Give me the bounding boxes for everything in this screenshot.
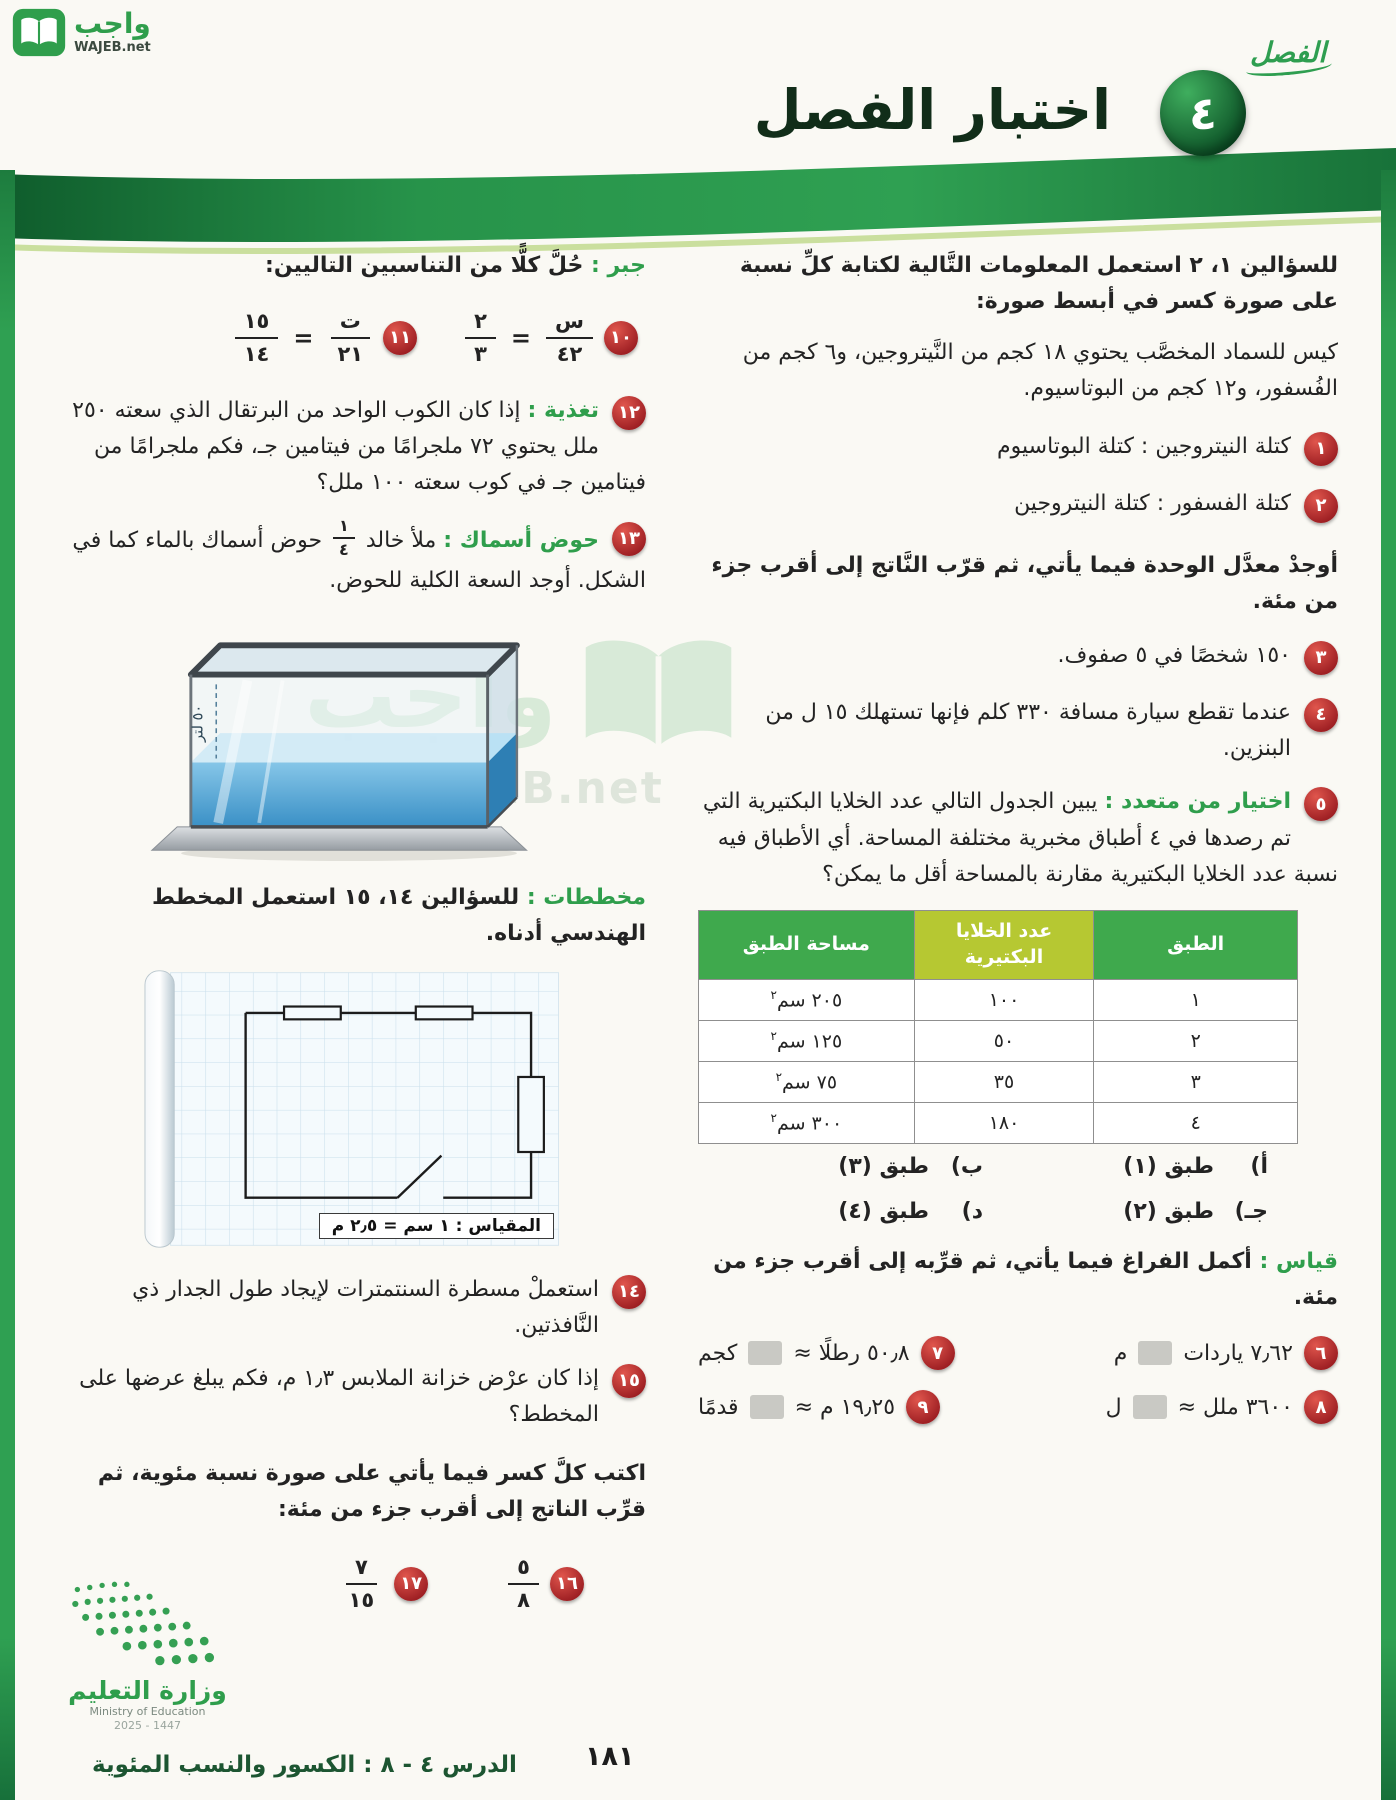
table-row: ١ ١٠٠ ٢٠٥ سم$^٢$ xyxy=(699,979,1298,1020)
chapter-number-badge: ٤ xyxy=(1160,70,1246,156)
table-row: ٤ ١٨٠ ٣٠٠ سم$^٢$ xyxy=(699,1102,1298,1143)
question-2-number: ٢ xyxy=(1304,489,1338,523)
wajeb-logo-arabic: واجب xyxy=(74,7,151,40)
question-14-number: ١٤ xyxy=(612,1275,646,1309)
percent-heading: اكتب كلَّ كسر فيما يأتي على صورة نسبة مئوية، ثم قرِّب الناتج إلى أقرب جزء من مئة: xyxy=(97,1460,646,1523)
question-13-keyword: حوض أسماك : xyxy=(443,527,599,553)
question-15-number: ١٥ xyxy=(612,1364,646,1398)
answer-blank xyxy=(1133,1395,1167,1419)
question-3-number: ٣ xyxy=(1304,641,1338,675)
left-edge-bar xyxy=(0,170,15,1800)
question-14 xyxy=(52,1272,646,1345)
aquarium-figure xyxy=(134,616,564,866)
question-8-number: ٨ xyxy=(1304,1390,1338,1424)
plans-heading: مخططات : للسؤالين ١٤، ١٥ استعمل المخطط الهندسي أدناه. xyxy=(152,884,646,947)
measurement-heading: قياس : أكمل الفراغ فيما يأتي، ثم قرِّبه إلى أقرب جزء من مئة. xyxy=(713,1248,1338,1310)
table-header-row xyxy=(699,911,1298,979)
question-10 xyxy=(465,308,638,367)
intro-questions-1-2: للسؤالين ١، ٢ استعمل المعلومات التَّالية لكتابة كلِّ نسبة على صورة كسر في أبسط صورة: xyxy=(739,253,1338,315)
floor-plan-image xyxy=(134,967,564,1251)
question-8: ٨ ٣٦٠٠ ملل ≈ ل xyxy=(1106,1390,1338,1424)
chapter-label: الفصل xyxy=(1250,36,1326,69)
question-13: ١٣ حوض أسماك : ملأ خالد $\frac{١}{٤}$ حوض أسماك بالماء كما في الشكل. أوجد السعة الكلية للحوض. xyxy=(72,515,646,593)
choice-a: أ) طبق (١) xyxy=(1123,1153,1268,1179)
page-number: ١٨١ xyxy=(585,1741,635,1772)
questions-8-9-row xyxy=(698,1390,1338,1424)
question-11-number: ١١ xyxy=(383,321,417,355)
question-9-number: ٩ xyxy=(906,1390,940,1424)
floor-plan-figure xyxy=(134,967,564,1255)
wajeb-logo xyxy=(12,8,151,61)
unit-rate-heading: أوجدْ معدَّل الوحدة فيما يأتي، ثم قرّب النَّاتج إلى أقرب جزء من مئة. xyxy=(711,553,1338,615)
answer-blank xyxy=(748,1341,782,1365)
right-edge-bar xyxy=(1381,170,1396,1800)
question-9: ٩ ١٩٫٢٥ م ≈ قدمًا xyxy=(698,1390,940,1424)
scale-label: المقياس : ١ سم = ٢٫٥ م xyxy=(319,1213,554,1239)
rolled-paper-edge xyxy=(145,970,174,1246)
question-12-text: إذا كان الكوب الواحد من البرتقال الذي سعته ٢٥٠ ملل يحتوي ٧٢ ملجرامًا من فيتامين جـ، فكم ملجرامًا من فيتامين جـ في كوب سعته ١٠٠ ملل؟ xyxy=(72,397,646,496)
fraction: $\frac{٢}{٣}$ xyxy=(465,308,496,367)
question-1-text: كتلة النيتروجين : كتلة البوتاسيوم xyxy=(997,434,1291,460)
water-front xyxy=(191,762,488,826)
page-header xyxy=(0,0,1396,265)
page-title: اختبار الفصل xyxy=(753,78,1111,142)
ministry-name-english: Ministry of Education xyxy=(89,1705,206,1718)
question-15 xyxy=(52,1361,646,1434)
ministry-name-arabic: وزارة التعليم xyxy=(68,1676,227,1705)
fraction: $\frac{٥}{٨}$ xyxy=(508,1554,539,1613)
answer-blank xyxy=(750,1395,784,1419)
fertilizer-info: كيس للسماد المخصَّب يحتوي ١٨ كجم من النَّيتروجين، و٦ كجم من الفُسفور، و١٢ كجم من البوتاسيوم. xyxy=(742,339,1338,401)
aquarium-capacity-label: ٥٠ لتر xyxy=(189,704,207,743)
question-5-number: ٥ xyxy=(1304,787,1338,821)
col-header-area: مساحة الطبق xyxy=(699,911,915,979)
wajeb-logo-site: WAJEB.net xyxy=(74,40,151,56)
window-2 xyxy=(416,1006,473,1019)
questions-10-11-row xyxy=(52,308,646,367)
window-1 xyxy=(284,1006,341,1019)
question-5-text: يبين الجدول التالي عدد الخلايا البكتيرية التي تم رصدها في ٤ أطباق مخبرية مختلفة المساحة. أي الأطباق فيه نسبة عدد الخلايا البكتيرية مقارنة بالمساحة أقل ما يمكن؟ xyxy=(702,789,1338,887)
question-4 xyxy=(698,695,1338,768)
fraction: $\frac{١٥}{١٤}$ xyxy=(235,308,279,367)
question-3 xyxy=(698,638,1338,678)
wajeb-book-icon xyxy=(12,8,66,61)
closet xyxy=(518,1077,544,1152)
question-10-number: ١٠ xyxy=(604,321,638,355)
question-14-text: استعملْ مسطرة السنتمترات لإيجاد طول الجدار ذي النَّافذتين. xyxy=(132,1276,599,1338)
col-header-cell-count: عدد الخلايا البكتيرية xyxy=(914,911,1094,979)
answer-blank xyxy=(1138,1341,1172,1365)
question-5 xyxy=(698,784,1338,893)
choice-b: ب) طبق (٣) xyxy=(838,1153,983,1179)
question-2 xyxy=(698,486,1338,526)
question-4-text: عندما تقطع سيارة مسافة ٣٣٠ كلم فإنها تستهلك ١٥ ل من البنزين. xyxy=(765,699,1291,762)
equals-sign: = xyxy=(510,323,532,352)
question-17-number: ١٧ xyxy=(394,1567,428,1601)
question-12-keyword: تغذية : xyxy=(527,397,599,423)
ministry-years: 2025 - 1447 xyxy=(114,1719,181,1732)
measurement-keyword: قياس : xyxy=(1259,1248,1338,1274)
watermark-site: WAJEB.net xyxy=(386,763,664,814)
table-row: ٣ ٣٥ ٧٥ سم$^٢$ xyxy=(699,1061,1298,1102)
equals-sign: = xyxy=(293,323,314,352)
right-column xyxy=(698,248,1338,1639)
algebra-heading: جبر : حُلَّ كلًّا من التناسبين التاليين: xyxy=(265,253,646,278)
fraction: $\frac{٧}{١٥}$ xyxy=(340,1554,384,1613)
fraction: $\frac{\text{س}}{٤٢}$ xyxy=(546,308,593,367)
question-1-number: ١ xyxy=(1304,432,1338,466)
choice-c: جـ) طبق (٢) xyxy=(1123,1198,1268,1224)
question-5-keyword: اختيار من متعدد : xyxy=(1104,789,1291,815)
questions-6-7-row xyxy=(698,1336,1338,1370)
question-7-number: ٧ xyxy=(921,1336,955,1370)
fraction: $\frac{\text{ت}}{٢١}$ xyxy=(328,308,372,367)
question-11 xyxy=(235,308,417,367)
ministry-logo-block xyxy=(55,1575,240,1732)
ministry-dots-logo xyxy=(65,1575,230,1670)
lesson-footer: الدرس ٤ - ٨ : الكسور والنسب المئوية xyxy=(92,1752,517,1778)
aquarium-image xyxy=(134,616,564,862)
one-quarter-fraction: $\frac{١}{٤}$ xyxy=(333,516,355,560)
table-row: ٢ ٥٠ ١٢٥ سم$^٢$ xyxy=(699,1020,1298,1061)
question-7: ٧ ٥٠٫٨ رطلًا ≈ كجم xyxy=(698,1336,955,1370)
question-16-number: ١٦ xyxy=(550,1567,584,1601)
algebra-keyword: جبر : xyxy=(591,253,646,278)
question-4-number: ٤ xyxy=(1304,698,1338,732)
question-12 xyxy=(52,393,646,502)
question-16 xyxy=(508,1554,584,1613)
question-15-text: إذا كان عرْض خزانة الملابس ١٫٣ م، فكم يبلغ عرضها على المخطط؟ xyxy=(79,1366,599,1428)
question-6: ٦ ٧٫٦٢ ياردات م xyxy=(1114,1336,1338,1370)
question-12-number: ١٢ xyxy=(612,396,646,430)
page-content xyxy=(52,248,1338,1639)
bacteria-table xyxy=(698,910,1298,1143)
question-17 xyxy=(340,1554,429,1613)
question-3-text: ١٥٠ شخصًا في ٥ صفوف. xyxy=(1057,642,1291,668)
plans-keyword: مخططات : xyxy=(526,884,646,910)
question-6-number: ٦ xyxy=(1304,1336,1338,1370)
question-1 xyxy=(698,429,1338,469)
question-13-number: ١٣ xyxy=(612,522,646,556)
choice-d: د) طبق (٤) xyxy=(838,1198,983,1224)
col-header-dish: الطبق xyxy=(1094,911,1298,979)
answer-choices xyxy=(698,1154,1268,1224)
left-column xyxy=(52,248,646,1639)
question-2-text: كتلة الفسفور : كتلة النيتروجين xyxy=(1014,491,1291,517)
